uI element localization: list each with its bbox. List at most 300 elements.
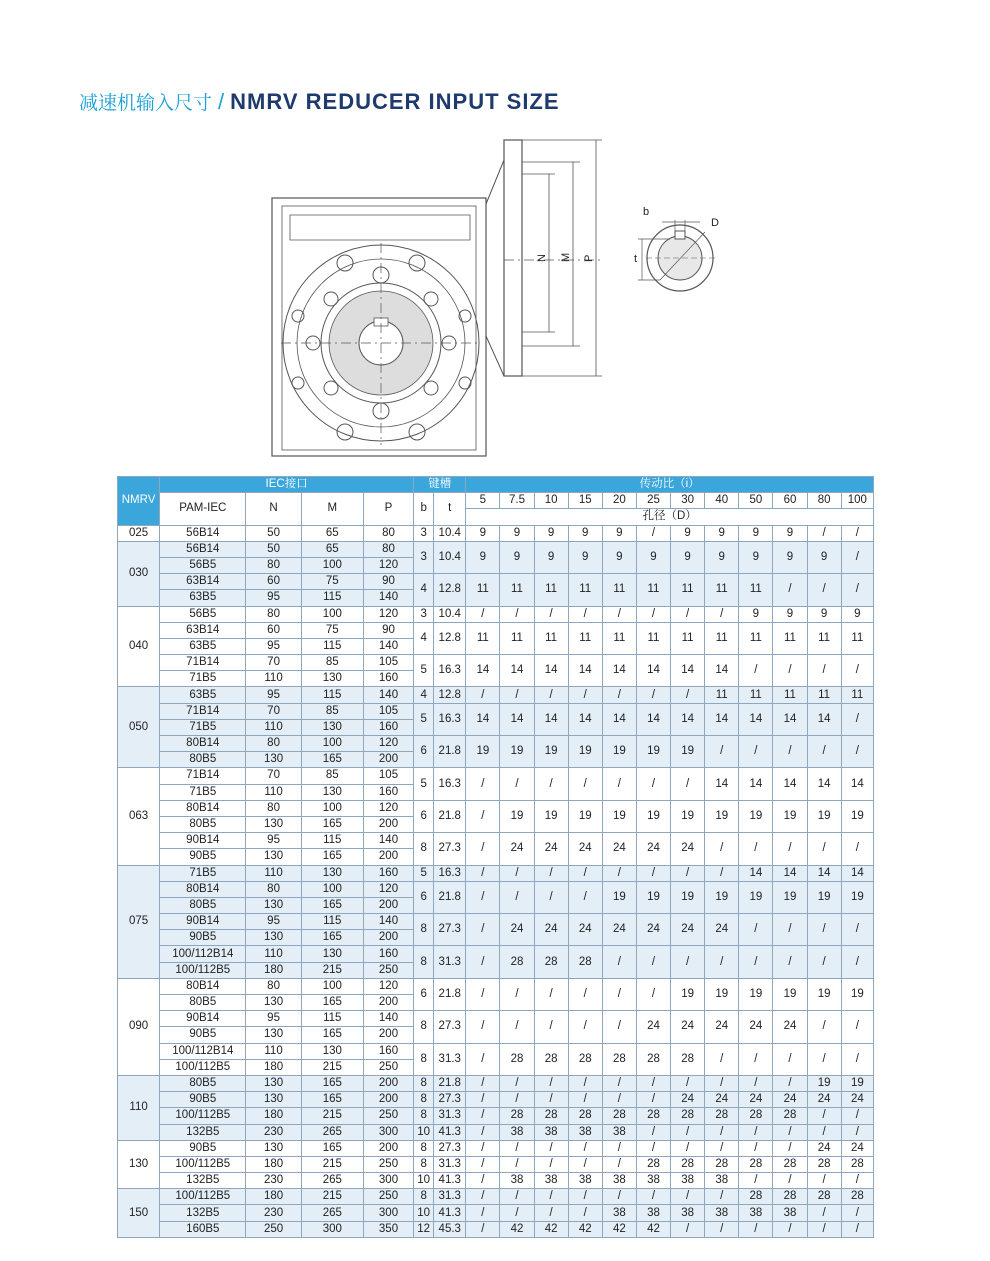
- m-cell: 165: [301, 1140, 363, 1156]
- header-b: b: [414, 493, 434, 525]
- m-cell: 165: [301, 1027, 363, 1043]
- m-cell: 75: [301, 574, 363, 590]
- key-t-cell: 16.3: [434, 865, 466, 881]
- key-b-cell: 10: [414, 1124, 434, 1140]
- model-cell: 025: [118, 525, 160, 541]
- bore-cell: /: [466, 865, 500, 881]
- ratio-header: 10: [534, 493, 568, 509]
- bore-cell: /: [841, 1124, 873, 1140]
- bore-cell: /: [841, 1205, 873, 1221]
- bore-cell: 11: [636, 622, 670, 654]
- bore-cell: /: [841, 1043, 873, 1075]
- bore-cell: 14: [500, 655, 534, 687]
- bore-cell: /: [568, 1205, 602, 1221]
- n-cell: 110: [246, 784, 301, 800]
- dim-M-label: M: [560, 252, 572, 262]
- bore-cell: /: [466, 833, 500, 865]
- pam-cell: 90B5: [160, 1140, 246, 1156]
- pam-cell: 90B5: [160, 849, 246, 865]
- bore-cell: 28: [534, 1043, 568, 1075]
- bore-cell: /: [636, 1189, 670, 1205]
- bore-cell: 9: [568, 525, 602, 541]
- bore-cell: 14: [739, 865, 773, 881]
- bore-cell: /: [500, 978, 534, 1010]
- p-cell: 160: [363, 1043, 413, 1059]
- bore-cell: /: [500, 1205, 534, 1221]
- n-cell: 110: [246, 946, 301, 962]
- bore-cell: 38: [671, 1205, 705, 1221]
- key-b-cell: 6: [414, 736, 434, 768]
- bore-cell: /: [773, 1221, 807, 1237]
- bore-cell: /: [636, 978, 670, 1010]
- n-cell: 130: [246, 1075, 301, 1091]
- bore-cell: 19: [773, 881, 807, 913]
- bore-cell: 24: [705, 1011, 739, 1043]
- bore-cell: 19: [739, 800, 773, 832]
- bore-cell: 14: [534, 703, 568, 735]
- bore-cell: /: [466, 1124, 500, 1140]
- bore-cell: 9: [534, 541, 568, 573]
- bore-cell: 9: [466, 541, 500, 573]
- bore-cell: 14: [568, 703, 602, 735]
- key-b-cell: 5: [414, 703, 434, 735]
- bore-cell: /: [807, 1011, 841, 1043]
- bore-cell: 14: [807, 865, 841, 881]
- p-cell: 250: [363, 1059, 413, 1075]
- p-cell: 300: [363, 1124, 413, 1140]
- bore-cell: /: [841, 1221, 873, 1237]
- p-cell: 200: [363, 1027, 413, 1043]
- bore-cell: /: [466, 800, 500, 832]
- bore-cell: /: [500, 1011, 534, 1043]
- bore-cell: 28: [500, 1043, 534, 1075]
- pam-cell: 90B14: [160, 1011, 246, 1027]
- bore-cell: /: [705, 1189, 739, 1205]
- pam-cell: 80B14: [160, 736, 246, 752]
- header-nmrv: NMRV: [118, 477, 160, 526]
- bore-cell: /: [705, 606, 739, 622]
- bore-cell: 11: [466, 574, 500, 606]
- bore-cell: 28: [568, 1043, 602, 1075]
- bore-cell: 11: [671, 574, 705, 606]
- key-b-cell: 5: [414, 655, 434, 687]
- header-t: t: [434, 493, 466, 525]
- bore-cell: 19: [705, 800, 739, 832]
- bore-cell: /: [636, 946, 670, 978]
- dim-P-label: P: [583, 254, 595, 262]
- n-cell: 130: [246, 995, 301, 1011]
- bore-cell: 24: [602, 833, 636, 865]
- bore-cell: 14: [671, 655, 705, 687]
- bore-cell: /: [534, 1205, 568, 1221]
- bore-cell: /: [705, 736, 739, 768]
- n-cell: 180: [246, 962, 301, 978]
- bore-cell: 11: [705, 574, 739, 606]
- bore-cell: /: [841, 574, 873, 606]
- title-en: NMRV REDUCER INPUT SIZE: [230, 89, 560, 114]
- bore-cell: /: [636, 1075, 670, 1091]
- bore-cell: /: [534, 978, 568, 1010]
- bore-cell: /: [500, 865, 534, 881]
- table-row: [118, 978, 874, 994]
- bore-cell: /: [841, 655, 873, 687]
- bore-cell: /: [602, 606, 636, 622]
- bore-cell: /: [602, 865, 636, 881]
- table-row: [118, 655, 874, 671]
- table-row: [118, 736, 874, 752]
- p-cell: 105: [363, 655, 413, 671]
- bore-cell: 14: [602, 703, 636, 735]
- key-b-cell: 4: [414, 622, 434, 654]
- p-cell: 120: [363, 606, 413, 622]
- p-cell: 250: [363, 962, 413, 978]
- bore-cell: 11: [636, 574, 670, 606]
- m-cell: 100: [301, 606, 363, 622]
- bore-cell: 19: [602, 800, 636, 832]
- bore-cell: 19: [705, 978, 739, 1010]
- m-cell: 165: [301, 1092, 363, 1108]
- bore-cell: 19: [841, 800, 873, 832]
- bore-cell: 24: [705, 914, 739, 946]
- n-cell: 95: [246, 833, 301, 849]
- bore-cell: /: [807, 574, 841, 606]
- bore-cell: /: [568, 1092, 602, 1108]
- key-t-cell: 21.8: [434, 736, 466, 768]
- bore-cell: 28: [739, 1189, 773, 1205]
- bore-cell: 11: [705, 687, 739, 703]
- bore-cell: 14: [500, 703, 534, 735]
- m-cell: 85: [301, 655, 363, 671]
- p-cell: 300: [363, 1173, 413, 1189]
- bore-cell: /: [602, 1140, 636, 1156]
- n-cell: 130: [246, 849, 301, 865]
- bore-cell: 19: [671, 800, 705, 832]
- bore-cell: 24: [671, 1092, 705, 1108]
- bore-cell: /: [466, 1205, 500, 1221]
- table-row: [118, 541, 874, 557]
- key-b-cell: 8: [414, 1075, 434, 1091]
- bore-cell: 42: [636, 1221, 670, 1237]
- bore-cell: 19: [807, 1075, 841, 1091]
- bore-cell: /: [807, 655, 841, 687]
- bore-cell: /: [500, 1189, 534, 1205]
- bore-cell: 19: [466, 736, 500, 768]
- table-row: [118, 800, 874, 816]
- bore-cell: 14: [466, 703, 500, 735]
- n-cell: 60: [246, 574, 301, 590]
- m-cell: 165: [301, 995, 363, 1011]
- p-cell: 200: [363, 816, 413, 832]
- m-cell: 130: [301, 784, 363, 800]
- p-cell: 160: [363, 719, 413, 735]
- bore-cell: 28: [773, 1108, 807, 1124]
- bore-cell: 9: [602, 541, 636, 573]
- table-row: [118, 1140, 874, 1156]
- bore-cell: /: [500, 606, 534, 622]
- bore-cell: 38: [602, 1124, 636, 1140]
- bore-cell: /: [568, 1156, 602, 1172]
- m-cell: 130: [301, 865, 363, 881]
- bore-cell: /: [739, 833, 773, 865]
- pam-cell: 56B5: [160, 606, 246, 622]
- bore-cell: /: [466, 606, 500, 622]
- pam-cell: 160B5: [160, 1221, 246, 1237]
- pam-cell: 71B14: [160, 703, 246, 719]
- bore-cell: /: [466, 1221, 500, 1237]
- n-cell: 230: [246, 1173, 301, 1189]
- dim-b-label: b: [643, 206, 650, 218]
- pam-cell: 80B5: [160, 897, 246, 913]
- model-cell: 130: [118, 1140, 160, 1189]
- m-cell: 115: [301, 638, 363, 654]
- bore-cell: /: [671, 1075, 705, 1091]
- bore-cell: /: [671, 946, 705, 978]
- bore-cell: 19: [773, 800, 807, 832]
- bore-cell: 28: [705, 1156, 739, 1172]
- bore-cell: /: [841, 1173, 873, 1189]
- bore-cell: 9: [671, 525, 705, 541]
- bore-cell: 19: [602, 881, 636, 913]
- bore-cell: 28: [636, 1156, 670, 1172]
- n-cell: 180: [246, 1059, 301, 1075]
- n-cell: 80: [246, 557, 301, 573]
- key-b-cell: 8: [414, 1092, 434, 1108]
- bore-cell: 28: [671, 1156, 705, 1172]
- bore-cell: 28: [671, 1043, 705, 1075]
- table-row: [118, 914, 874, 930]
- m-cell: 130: [301, 671, 363, 687]
- pam-cell: 90B5: [160, 1027, 246, 1043]
- pam-cell: 80B5: [160, 816, 246, 832]
- bore-cell: /: [773, 946, 807, 978]
- bore-cell: 14: [841, 768, 873, 800]
- m-cell: 265: [301, 1205, 363, 1221]
- bore-cell: 24: [500, 914, 534, 946]
- bore-cell: 28: [568, 946, 602, 978]
- model-cell: 040: [118, 606, 160, 687]
- bore-cell: /: [807, 946, 841, 978]
- key-t-cell: 21.8: [434, 978, 466, 1010]
- pam-cell: 100/112B14: [160, 946, 246, 962]
- bore-cell: /: [534, 1075, 568, 1091]
- bore-cell: 24: [636, 914, 670, 946]
- table-row: [118, 1221, 874, 1237]
- bore-cell: /: [807, 1205, 841, 1221]
- bore-cell: 38: [602, 1173, 636, 1189]
- bore-cell: 28: [807, 1189, 841, 1205]
- pam-cell: 71B5: [160, 784, 246, 800]
- key-t-cell: 45.3: [434, 1221, 466, 1237]
- bore-cell: /: [773, 1075, 807, 1091]
- bore-cell: 24: [841, 1092, 873, 1108]
- bore-cell: /: [739, 1221, 773, 1237]
- pam-cell: 71B14: [160, 768, 246, 784]
- key-t-cell: 12.8: [434, 622, 466, 654]
- dim-D-label: D: [711, 217, 719, 229]
- key-t-cell: 31.3: [434, 1156, 466, 1172]
- bore-cell: /: [705, 946, 739, 978]
- bore-cell: 19: [636, 800, 670, 832]
- key-t-cell: 10.4: [434, 541, 466, 573]
- header-P: P: [363, 493, 413, 525]
- n-cell: 110: [246, 1043, 301, 1059]
- bore-cell: 19: [671, 978, 705, 1010]
- pam-cell: 90B5: [160, 930, 246, 946]
- bore-cell: /: [466, 914, 500, 946]
- bore-cell: /: [534, 1092, 568, 1108]
- m-cell: 165: [301, 816, 363, 832]
- table-row: [118, 525, 874, 541]
- bore-cell: /: [500, 1156, 534, 1172]
- key-t-cell: 21.8: [434, 800, 466, 832]
- n-cell: 70: [246, 768, 301, 784]
- bore-cell: 11: [534, 622, 568, 654]
- bore-cell: 11: [807, 687, 841, 703]
- p-cell: 80: [363, 541, 413, 557]
- key-t-cell: 21.8: [434, 881, 466, 913]
- key-b-cell: 8: [414, 1189, 434, 1205]
- key-t-cell: 31.3: [434, 946, 466, 978]
- bore-cell: /: [466, 1173, 500, 1189]
- key-t-cell: 31.3: [434, 1108, 466, 1124]
- dim-t-label: t: [634, 253, 638, 265]
- m-cell: 215: [301, 1156, 363, 1172]
- bore-cell: /: [671, 1189, 705, 1205]
- pam-cell: 132B5: [160, 1205, 246, 1221]
- bore-cell: /: [739, 655, 773, 687]
- bore-cell: /: [500, 687, 534, 703]
- bore-cell: /: [568, 687, 602, 703]
- bore-cell: 14: [705, 703, 739, 735]
- bore-cell: 9: [807, 541, 841, 573]
- bore-cell: 28: [636, 1108, 670, 1124]
- bore-cell: /: [568, 1189, 602, 1205]
- bore-cell: 28: [773, 1156, 807, 1172]
- bore-cell: 28: [534, 1108, 568, 1124]
- bore-cell: 11: [807, 622, 841, 654]
- bore-cell: /: [807, 833, 841, 865]
- bore-cell: 11: [841, 622, 873, 654]
- m-cell: 165: [301, 1075, 363, 1091]
- bore-cell: /: [739, 1124, 773, 1140]
- bore-cell: 28: [500, 946, 534, 978]
- ratio-header: 15: [568, 493, 602, 509]
- bore-cell: 24: [739, 1011, 773, 1043]
- p-cell: 140: [363, 590, 413, 606]
- bore-cell: /: [636, 1092, 670, 1108]
- m-cell: 215: [301, 1189, 363, 1205]
- m-cell: 130: [301, 946, 363, 962]
- n-cell: 180: [246, 1156, 301, 1172]
- key-b-cell: 8: [414, 946, 434, 978]
- bore-cell: /: [705, 1043, 739, 1075]
- n-cell: 95: [246, 1011, 301, 1027]
- bore-cell: /: [841, 833, 873, 865]
- bore-cell: 14: [705, 768, 739, 800]
- m-cell: 130: [301, 1043, 363, 1059]
- n-cell: 80: [246, 606, 301, 622]
- n-cell: 180: [246, 1189, 301, 1205]
- m-cell: 85: [301, 768, 363, 784]
- bore-cell: /: [602, 768, 636, 800]
- key-b-cell: 10: [414, 1173, 434, 1189]
- bore-cell: /: [773, 1124, 807, 1140]
- p-cell: 200: [363, 849, 413, 865]
- header-key: 键槽: [414, 477, 466, 493]
- bore-cell: 14: [671, 703, 705, 735]
- bore-cell: 11: [671, 622, 705, 654]
- bore-cell: /: [534, 1156, 568, 1172]
- bore-cell: /: [807, 1173, 841, 1189]
- bore-cell: 9: [705, 525, 739, 541]
- bore-cell: 28: [534, 946, 568, 978]
- bore-cell: 14: [807, 768, 841, 800]
- pam-cell: 80B5: [160, 752, 246, 768]
- bore-cell: /: [773, 833, 807, 865]
- bore-cell: 28: [705, 1108, 739, 1124]
- table-row: [118, 622, 874, 638]
- key-b-cell: 5: [414, 768, 434, 800]
- bore-cell: 9: [773, 525, 807, 541]
- bore-cell: 19: [671, 881, 705, 913]
- table-row: [118, 1189, 874, 1205]
- dim-N-label: N: [536, 254, 548, 262]
- ratio-header: 30: [671, 493, 705, 509]
- model-cell: 063: [118, 768, 160, 865]
- key-t-cell: 41.3: [434, 1205, 466, 1221]
- bore-cell: /: [807, 1221, 841, 1237]
- bore-cell: 9: [500, 525, 534, 541]
- bore-cell: 19: [841, 881, 873, 913]
- bore-cell: /: [636, 865, 670, 881]
- pam-cell: 80B14: [160, 881, 246, 897]
- bore-cell: /: [534, 881, 568, 913]
- ratio-header: 60: [773, 493, 807, 509]
- key-t-cell: 27.3: [434, 1011, 466, 1043]
- bore-cell: 28: [841, 1156, 873, 1172]
- bore-cell: 11: [739, 687, 773, 703]
- bore-cell: /: [534, 606, 568, 622]
- key-b-cell: 5: [414, 865, 434, 881]
- bore-cell: /: [602, 1075, 636, 1091]
- bore-cell: 28: [739, 1108, 773, 1124]
- bore-cell: 9: [773, 606, 807, 622]
- table-row: [118, 768, 874, 784]
- bore-cell: /: [636, 606, 670, 622]
- bore-cell: /: [841, 541, 873, 573]
- key-b-cell: 3: [414, 606, 434, 622]
- bore-cell: 24: [671, 833, 705, 865]
- bore-cell: 28: [636, 1043, 670, 1075]
- bore-cell: 14: [636, 655, 670, 687]
- bore-cell: /: [466, 1075, 500, 1091]
- bore-cell: /: [466, 1140, 500, 1156]
- n-cell: 50: [246, 541, 301, 557]
- bore-cell: 19: [841, 1075, 873, 1091]
- p-cell: 200: [363, 1092, 413, 1108]
- p-cell: 120: [363, 736, 413, 752]
- pam-cell: 71B5: [160, 719, 246, 735]
- bore-cell: 28: [568, 1108, 602, 1124]
- table-row: [118, 574, 874, 590]
- ratio-header: 5: [466, 493, 500, 509]
- bore-cell: /: [534, 1189, 568, 1205]
- m-cell: 165: [301, 897, 363, 913]
- bore-cell: /: [602, 978, 636, 1010]
- bore-cell: /: [602, 1189, 636, 1205]
- m-cell: 115: [301, 1011, 363, 1027]
- bore-cell: 19: [807, 800, 841, 832]
